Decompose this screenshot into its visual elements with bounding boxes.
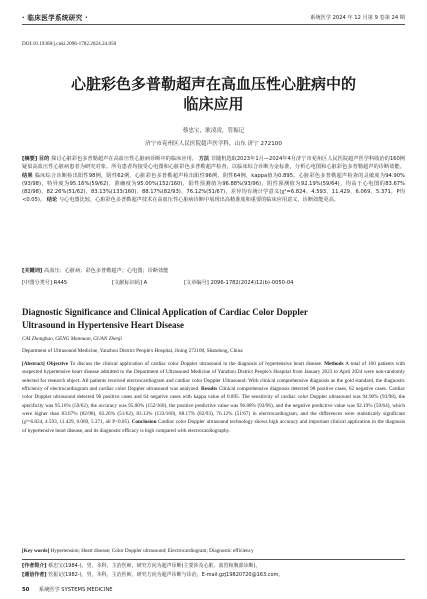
footnote-divider	[22, 559, 405, 560]
page-number: 50	[22, 587, 30, 593]
methods-en-label: Methods	[324, 361, 344, 367]
title-en-line-1: Diagnostic Significance and Clinical Application of Cardiac Color Doppler	[22, 307, 308, 317]
doc-code: [文献标识码] A	[112, 280, 148, 286]
article-number: [文章编号] 2096-1782(2024)12(b)-0050-04	[184, 280, 294, 286]
section-label: · 临床医学系统研究 ·	[22, 14, 88, 22]
keywords-en	[22, 548, 405, 554]
affiliation-en: Department of Ultrasound Medicine, Yanzhou District People's Hospital, Jining 272100, Shandong, China	[22, 348, 243, 354]
keywords-en-label: [Key words]	[22, 548, 50, 554]
conclusion-cn-text: 与心电图比较，心脏彩色多普勒超声技术在高血压性心脏病诊断中展现出高精准度和重要的临床应用意义，诊断效能更高。	[58, 197, 339, 204]
journal-issue: 系统医学 2024 年 12 月第 9 卷第 24 期	[310, 14, 405, 21]
footnote-author-label: [作者简介]	[22, 563, 47, 569]
results-cn-label: 结果	[22, 172, 33, 179]
page-footer	[22, 586, 113, 593]
title-cn-line-2: 临床应用	[183, 95, 244, 113]
objective-cn-text: 探讨心脏彩色多普勒超声在高血压性心脏病诊断中的临床应用。	[51, 156, 197, 162]
keywords-cn-label: [关键词]	[22, 268, 43, 274]
footer-journal: 系统医学 SYSTEMS MEDICINE	[38, 587, 113, 593]
keywords-cn-text: 高血压；心脏病；彩色多普勒超声；心电图；诊断效能	[43, 268, 169, 274]
running-header	[22, 10, 405, 25]
results-cn-text: 临床综合诊断检出阳性98例，阴性62例。心脏彩色多普勒超声检出阳性96例，阴性64例，kappa值为0.895。心脏彩色多普勒超声检查的灵敏度为94.90%(93/98)，特异度为95.16%(59/62)，准确度为95.00%(152/160)，阳性预测值为96.88%(93/96)，阴性预测值为92.19%(59/64)，均高于心电图的83.67%(82/98)、82.26%(51/62)、83.13%(133/160)、88.17%(82/93)、76.12%(51/67)，差异均有统计学意义(χ²=6.824、4.593、11.429、6.069、5.371，P均<0.05)。	[22, 172, 405, 204]
authors-cn: 蔡忠宝，耿凌凌，管振记	[182, 128, 245, 134]
keywords-cn	[22, 267, 405, 274]
footnote-author	[22, 562, 405, 569]
methods-cn-text: 非随机选取2023年1月—2024年4月济宁市兖州区人民医院超声医学科收治的160例疑似高血压性心脏病患者为研究对象。所有患者均接受心电图和心脏彩色多普勒超声检查，以临床综合诊断为金标准，分析心电图和心脏彩色多普勒超声的诊断效能。	[22, 156, 405, 171]
footnote-corr-text[interactable]: 管振记(1982-)，男，本科，主治医师，研究方向为超声诊断与诊治，E-mail:gzj19820720@163.com。	[48, 572, 284, 578]
title-en-line-2: Ultrasound in Hypertensive Heart Disease	[22, 320, 184, 330]
doi[interactable]: DOI:10.19368/j.cnki.2096-1782.2024.24.050	[22, 41, 117, 47]
abstract-en-label: [Abstract]	[22, 361, 45, 367]
objective-en-text: To discuss the clinical application of cardiac color Doppler ultrasound in the diagnosis of hypertensive heart disease.	[69, 361, 323, 367]
objective-cn-label: 目的	[38, 156, 50, 162]
affiliation-cn: 济宁市兖州区人民医院超声医学科，山东 济宁 272100	[145, 141, 282, 147]
objective-en-label: Objective	[46, 361, 69, 367]
methods-en-text: A total of 160 patients with suspected hypertensive heart disease admitted to the Department of Ultrasound Medicine of Yanzhou District People's Hospital from January 2023 to April 2024 were non-randomly selected for research object. All patients received electrocardiogram and cardiac color Doppler Ultrasound. With clinical comprehensive diagnosis as the gold standard, the diagnostic efficiency of electrocardiogram and cardiac color Doppler ultrasound was analyzed.	[22, 361, 406, 393]
abstract-en	[22, 360, 405, 435]
abstract-cn	[22, 155, 405, 205]
page-title-en	[22, 306, 405, 332]
footnote-author-text: 蔡忠宝(1984-)，男，本科，主治医师，研究方向为超声诊断(主要涉及心脏、血管和腹部诊断)。	[48, 563, 261, 569]
classification-row	[22, 279, 405, 286]
conclusion-en-label: Conclusion	[131, 419, 157, 426]
conclusion-en-text: Cardiac color Doppler ultrasound technology shows high accuracy and important clinical application in the diagnosis of hypertensive heart disease, and its diagnostic efficacy is high compared with electrocardiography.	[22, 419, 405, 434]
title-cn-line-1: 心脏彩色多普勒超声在高血压性心脏病中的	[70, 75, 356, 93]
results-en-text: Clinical comprehensive diagnosis detected 98 positive cases, 62 negative cases. Cardiac color Doppler ultrasound detected 96 positive cases and 64 negative cases with kappa value of 0.895. The sensitivity of cardiac color Doppler ultrasound was 94.90% (93/98), the specificity was 95.16% (59/62), the accuracy was 95.00% (152/160), the positive predictive value was 96.88% (93/96), and the negative predictive value was 92.19% (59/64), which were higher than 83.67% (82/98), 82.26% (51/62), 83.13% (133/160), 88.17% (82/93), 76.12% (51/67) in electrocardiogram, and the differences were statistically significant (χ²=6.824, 4.593, 11.429, 6.069, 5.371, all P<0.05).	[22, 386, 405, 426]
abstract-cn-label: [摘要]	[22, 156, 38, 162]
methods-cn-label: 方法	[198, 156, 210, 162]
keywords-en-text: Hypertension; Heart disease; Color Doppler ultrasound; Electrocardiogram; Diagnostic efficiency	[50, 548, 254, 554]
clc-number: [中图分类号] R445	[22, 280, 68, 286]
page-title-cn	[0, 74, 427, 114]
conclusion-cn-label: 结论	[46, 197, 58, 204]
authors-en: CAI Zhongbao, GENG Mannuan, GUAN Zhenji	[22, 336, 122, 342]
footnote-corresponding	[22, 571, 405, 578]
results-en-label: Results	[201, 386, 218, 393]
footnote-corr-label: [通信作者]	[22, 572, 47, 578]
